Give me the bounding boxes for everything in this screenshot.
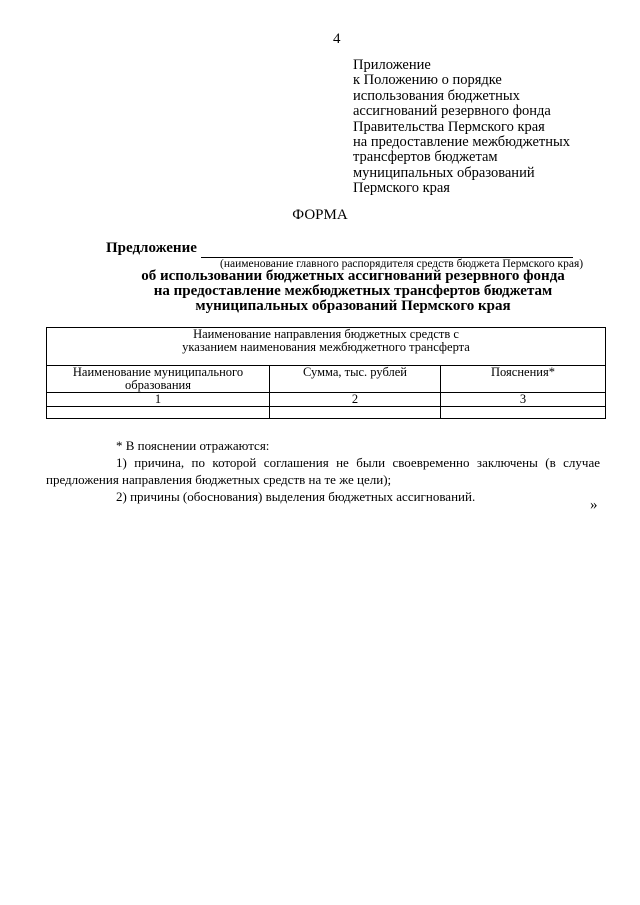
proposal-label: Предложение: [106, 240, 197, 256]
proposal-subject: [0, 269, 640, 314]
table-header-row: [47, 328, 606, 366]
table-cell: [270, 407, 441, 419]
column-number: 1: [47, 393, 270, 407]
appendix-line: на предоставление межбюджетных: [353, 134, 570, 151]
subject-line: муниципальных образований Пермского края: [195, 298, 511, 314]
footnote-intro: * В пояснении отражаются:: [116, 438, 270, 453]
page-number: 4: [333, 31, 341, 47]
form-title: ФОРМА: [292, 207, 348, 223]
table-header-cell: Наименование направления бюджетных средств с указанием наименования межбюджетного трансферта: [47, 328, 606, 366]
footnotes: [46, 437, 600, 505]
table-cell: [47, 407, 270, 419]
subject-line: об использовании бюджетных ассигнований резервного фонда: [141, 268, 565, 284]
column-municipality: Наименование муниципального образования: [47, 366, 270, 393]
proposal-hint: (наименование главного распорядителя средств бюджета Пермского края): [220, 258, 584, 270]
appendix-line: Пермского края: [353, 180, 450, 197]
appendix-line: муниципальных образований: [353, 164, 535, 181]
appendix-line: ассигнований резервного фонда: [353, 103, 551, 120]
table-cell: [441, 407, 606, 419]
appendix-line: Правительства Пермского края: [353, 118, 545, 135]
form-table: [46, 327, 606, 419]
table-row: [47, 407, 606, 419]
table-numbers-row: [47, 393, 606, 407]
appendix-heading: [353, 58, 570, 197]
footnote-item: 2) причины (обоснования) выделения бюджетных ассигнований.: [116, 489, 476, 504]
appendix-line: Приложение: [353, 57, 431, 73]
appendix-line: трансфертов бюджетам: [353, 149, 498, 166]
appendix-line: использования бюджетных: [353, 87, 520, 104]
closing-quote: »: [590, 497, 598, 513]
column-number: 2: [270, 393, 441, 407]
footnote-item: 1) причина, по которой соглашения не были своевременно заключены (в случае предложения направления бюджетных средств на те же цели);: [46, 455, 600, 487]
subject-line: на предоставление межбюджетных трансфертов бюджетам: [153, 283, 553, 299]
column-notes: Пояснения*: [441, 366, 606, 393]
column-number: 3: [441, 393, 606, 407]
column-amount: Сумма, тыс. рублей: [270, 366, 441, 393]
appendix-line: к Положению о порядке: [353, 72, 502, 89]
table-columns-row: [47, 366, 606, 393]
